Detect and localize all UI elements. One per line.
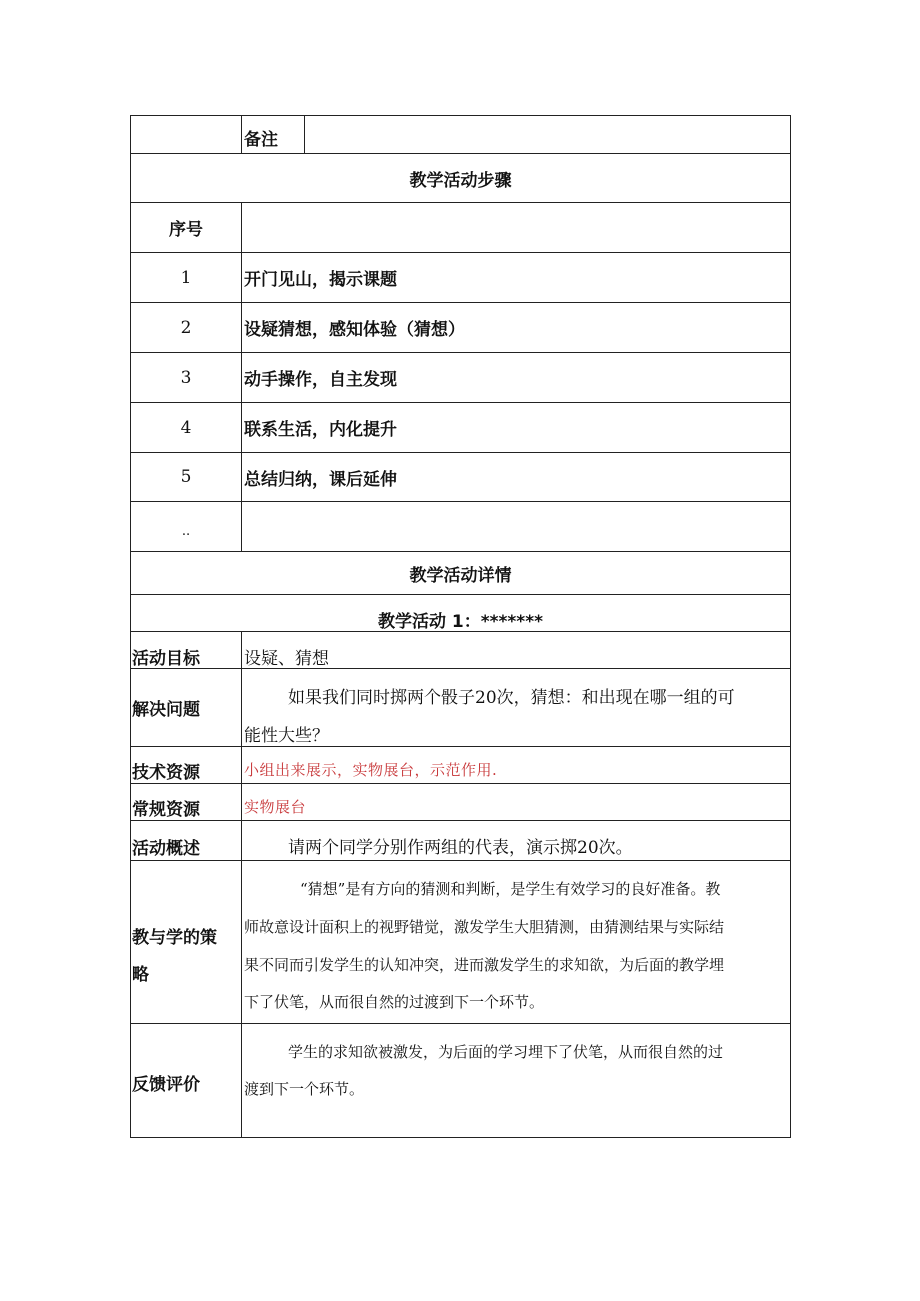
remark-label-cell: [241, 116, 304, 153]
normal-value-cell: [241, 784, 790, 820]
step-text: 总结归纳，课后延伸: [244, 469, 397, 490]
step-index: 2: [180, 317, 192, 338]
tech-label-cell: [131, 747, 241, 783]
steps-col-content-cell: [241, 203, 790, 252]
tech-label: 技术资源: [132, 762, 200, 783]
step-index: 5: [180, 467, 192, 487]
remark-value-cell: [304, 116, 790, 153]
normal-label-cell: [131, 784, 241, 820]
overview-label-cell: [131, 821, 241, 860]
step-index: ..: [181, 524, 191, 539]
goal-row: [130, 631, 791, 668]
step-text-cell: [241, 453, 790, 501]
strategy-label-cell: [131, 861, 241, 1023]
table-row: [130, 452, 791, 501]
strategy-line: 果不同而引发学生的认知冲突，进而激发学生的求知欲，为后面的教学埋: [244, 956, 725, 974]
problem-row: [130, 668, 791, 746]
step-text-cell: [241, 253, 790, 302]
step-text: 开门见山，揭示课题: [244, 270, 397, 290]
feedback-line: 渡到下一个环节。: [244, 1080, 365, 1098]
table-row: [130, 501, 791, 551]
activity-title-row: [130, 594, 791, 631]
strategy-row: [130, 860, 791, 1023]
overview-label: 活动概述: [132, 839, 200, 859]
step-index: 3: [180, 367, 192, 388]
goal-value-cell: [241, 632, 790, 668]
strategy-value-cell: [241, 861, 790, 1023]
remark-row: [130, 115, 791, 153]
problem-label: 解决问题: [132, 700, 200, 720]
feedback-row: [130, 1023, 791, 1138]
feedback-label-cell: [131, 1024, 241, 1137]
problem-label-cell: [131, 669, 241, 746]
feedback-value-cell: [241, 1024, 790, 1137]
goal-label-cell: [131, 632, 241, 668]
step-text: 联系生活，内化提升: [244, 420, 397, 440]
goal-value: 设疑、猜想: [244, 648, 329, 669]
activity-title: 教学活动 1：*******: [378, 611, 543, 632]
details-section-title-row: [130, 551, 791, 594]
remark-label: 备注: [244, 130, 278, 150]
lesson-plan-table: [130, 115, 791, 1138]
strategy-label: 略: [132, 965, 149, 985]
tech-value: 小组出来展示，实物展台，示范作用.: [244, 760, 498, 779]
table-row: [130, 252, 791, 302]
details-section-title: 教学活动详情: [409, 565, 512, 586]
normal-resources-row: [130, 783, 791, 820]
strategy-line: 下了伏笔，从而很自然的过渡到下一个环节。: [244, 993, 545, 1011]
step-text-cell: [241, 403, 790, 452]
strategy-line: 师故意设计面积上的视野错觉，激发学生大胆猜测，由猜测结果与实际结: [244, 918, 725, 936]
problem-value-cell: [241, 669, 790, 746]
normal-value: 实物展台: [244, 797, 307, 816]
steps-header-row: [130, 202, 791, 252]
goal-label: 活动目标: [132, 648, 200, 669]
step-index: 4: [180, 417, 192, 438]
feedback-label: 反馈评价: [132, 1075, 200, 1095]
step-text-cell: [241, 502, 790, 551]
step-text-cell: [241, 303, 790, 352]
problem-line: 能性大些？: [244, 726, 329, 746]
step-text: 动手操作，自主发现: [244, 370, 397, 390]
overview-value: 请两个同学分别作两组的代表，演示掷20次。: [288, 838, 633, 858]
overview-row: [130, 820, 791, 860]
tech-value-cell: [241, 747, 790, 783]
strategy-line: “猜想”是有方向的猜测和判断，是学生有效学习的良好准备。教: [300, 880, 721, 898]
step-text: 设疑猜想，感知体验（猜想）: [244, 320, 465, 340]
step-index: 1: [180, 267, 192, 288]
table-row: [130, 302, 791, 352]
normal-label: 常规资源: [132, 799, 200, 820]
problem-line: 如果我们同时掷两个骰子20次，猜想：和出现在哪一组的可: [288, 688, 735, 708]
table-row: [130, 402, 791, 452]
overview-value-cell: [241, 821, 790, 860]
steps-section-title-row: [130, 153, 791, 202]
tech-resources-row: [130, 746, 791, 783]
table-row: [130, 352, 791, 402]
step-text-cell: [241, 353, 790, 402]
feedback-line: 学生的求知欲被激发，为后面的学习埋下了伏笔，从而很自然的过: [288, 1043, 724, 1061]
steps-col-index-cell: [131, 203, 241, 252]
steps-section-title: 教学活动步骤: [409, 170, 512, 191]
strategy-label: 教与学的策: [132, 928, 217, 948]
steps-col-index: 序号: [169, 220, 203, 240]
